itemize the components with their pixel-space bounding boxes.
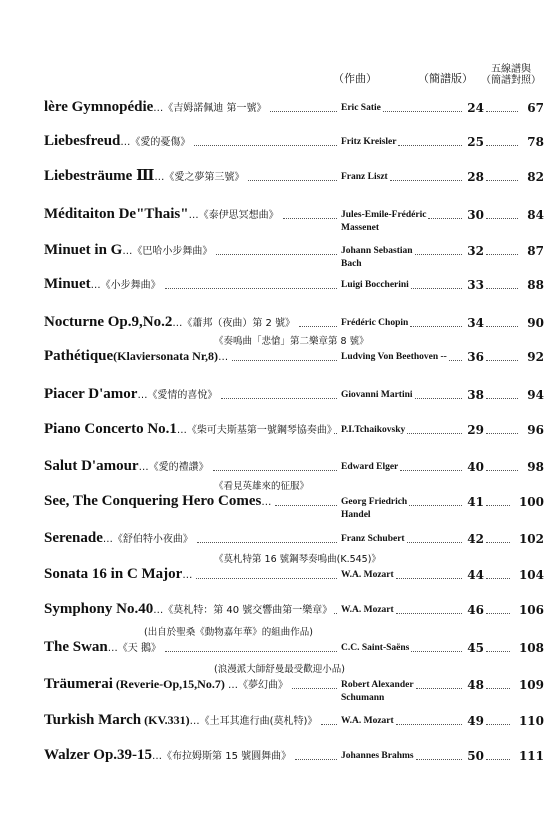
toc-row[interactable] <box>44 383 544 403</box>
toc-title-main: Liebesträume Ⅲ <box>44 168 155 184</box>
toc-row[interactable] <box>44 96 544 116</box>
page-number-simple: 38 <box>467 388 484 402</box>
toc-composer-line2: Schumann <box>341 693 385 703</box>
toc-title-chinese: …《夢幻曲》 <box>224 680 289 691</box>
toc-composer: Jules-Emile-Frédéric <box>341 210 427 220</box>
leader-dots <box>321 724 337 725</box>
toc-title-main: Piano Concerto No.1 <box>44 421 177 437</box>
page-number-staff: 67 <box>527 101 544 115</box>
page-number-staff: 88 <box>527 278 544 292</box>
header-simple: （簡譜版） <box>418 72 473 85</box>
toc-title <box>44 99 266 116</box>
leader-dots <box>299 326 337 327</box>
page-number-staff: 94 <box>527 388 544 402</box>
toc-composer: W.A. Mozart <box>341 716 394 726</box>
toc-title <box>44 747 291 764</box>
leader-dots <box>270 111 337 112</box>
toc-title-chinese: …《巴哈小步舞曲》 <box>122 246 213 257</box>
leader-dots <box>165 288 337 289</box>
toc-title <box>44 166 244 185</box>
toc-composer-line2: Massenet <box>341 223 379 233</box>
toc-title-main: lère Gymnopédie <box>44 99 154 115</box>
toc-row[interactable] <box>44 627 544 656</box>
toc-composer: P.I.Tchaikovsky <box>341 425 406 435</box>
leader-dots <box>165 651 337 652</box>
toc-title <box>44 458 209 475</box>
leader-dots <box>283 218 337 219</box>
page-number-simple: 33 <box>467 278 484 292</box>
toc-title-main: Méditaiton De"Thais" <box>44 206 189 222</box>
toc-title-chinese: …《莫札特：第 40 號交響曲第一樂章》 <box>153 605 333 616</box>
page-number-staff: 100 <box>518 495 544 509</box>
toc-composer: Georg Friedrich <box>341 497 408 507</box>
toc-title-chinese: … <box>218 352 229 363</box>
header-staff-line1: 五線譜與 <box>491 64 531 75</box>
leader-dots <box>400 470 462 471</box>
toc-composer: Johann Sebastian <box>341 246 413 256</box>
toc-row[interactable] <box>44 311 544 331</box>
leader-dots <box>396 613 462 614</box>
toc-title-main: Liebesfreud <box>44 133 121 149</box>
toc-subtitle: 《奏鳴曲「悲愴」第二樂章第 8 號》 <box>214 336 369 347</box>
toc-composer: Franz Liszt <box>341 172 388 182</box>
page-number-simple: 34 <box>467 316 484 330</box>
toc-title <box>44 133 190 150</box>
leader-dots <box>216 254 337 255</box>
toc-title-main: Sonata 16 in C Major <box>44 566 183 582</box>
page-number-staff: 87 <box>527 244 544 258</box>
header-staff-line2: （簡譜對照） <box>481 75 541 86</box>
toc-composer: Robert Alexander <box>341 680 414 690</box>
toc-composer: Ludving Von Beethoven -- <box>341 352 447 362</box>
page-number-staff: 98 <box>527 460 544 474</box>
leader-dots <box>334 433 337 434</box>
toc-title-main: Symphony No.40 <box>44 601 154 617</box>
page-number-simple: 49 <box>467 714 484 728</box>
leader-dots <box>334 613 337 614</box>
toc-composer-line2: Bach <box>341 259 362 269</box>
leader-dots <box>196 578 337 579</box>
toc-title-chinese: …《柴可夫斯基第一號鋼琴協奏曲》 <box>176 425 337 436</box>
toc-title-chinese: … <box>182 570 193 581</box>
toc-title-chinese: …《愛之夢第三號》 <box>154 172 245 183</box>
toc-composer: Fritz Kreisler <box>341 137 397 147</box>
leader-dots <box>232 360 337 361</box>
page-number-simple: 32 <box>467 244 484 258</box>
page-number-simple: 30 <box>467 208 484 222</box>
toc-row[interactable] <box>44 165 544 185</box>
leader-dots <box>221 398 337 399</box>
toc-row[interactable] <box>44 273 544 293</box>
toc-title <box>44 639 161 656</box>
toc-composer: C.C. Saint-Saëns <box>341 643 410 653</box>
toc-composer: Eric Satie <box>341 103 381 113</box>
toc-title-chinese: …《蕭邦（夜曲）第 2 號》 <box>172 318 296 329</box>
toc-row[interactable] <box>44 130 544 150</box>
toc-title-chinese: …《小步舞曲》 <box>90 280 161 291</box>
page-number-simple: 40 <box>467 460 484 474</box>
toc-composer: W.A. Mozart <box>341 605 394 615</box>
leader-dots <box>213 470 337 471</box>
toc-composer: Frédéric Chopin <box>341 318 409 328</box>
toc-title-chinese: … <box>261 497 272 508</box>
leader-dots <box>248 180 337 181</box>
toc-title-chinese: …《愛情的喜悅》 <box>137 390 218 401</box>
page-number-simple: 50 <box>467 749 484 763</box>
toc-title <box>44 601 332 618</box>
toc-row[interactable] <box>44 527 544 547</box>
page-number-staff: 90 <box>527 316 544 330</box>
page-number-staff: 82 <box>527 170 544 184</box>
toc-title-sub: (Klaviersonata Nr,8) <box>113 349 219 363</box>
leader-dots <box>383 111 462 112</box>
toc-title-main: Minuet in G <box>44 242 123 258</box>
toc-title-chinese: …《愛的憂傷》 <box>120 137 191 148</box>
toc-row[interactable] <box>44 239 544 269</box>
leader-dots <box>390 180 462 181</box>
leader-dots <box>396 724 462 725</box>
page-number-simple: 41 <box>467 495 484 509</box>
page-number-simple: 48 <box>467 678 484 692</box>
toc-title <box>44 348 228 365</box>
toc-composer-line2: Handel <box>341 510 371 520</box>
toc-row[interactable] <box>44 744 544 764</box>
toc-title-main: Serenade <box>44 530 103 546</box>
toc-title <box>44 386 217 403</box>
toc-composer: Johannes Brahms <box>341 751 414 761</box>
toc-title-main: Piacer D'amor <box>44 386 138 402</box>
toc-composer: Edward Elger <box>341 462 399 472</box>
toc-title <box>44 206 279 223</box>
toc-row[interactable] <box>44 554 544 583</box>
toc-title-chinese: …《天 鵝》 <box>107 643 161 654</box>
toc-row[interactable] <box>44 481 544 520</box>
page-number-staff: 96 <box>527 423 544 437</box>
leader-dots <box>194 145 337 146</box>
page-number-staff: 108 <box>518 641 544 655</box>
toc-composer: W.A. Mozart <box>341 570 394 580</box>
leader-dots <box>398 145 462 146</box>
leader-dots <box>295 759 337 760</box>
page-number-staff: 104 <box>518 568 544 582</box>
toc-row[interactable] <box>44 598 544 618</box>
toc-title-chinese: …《泰伊思冥想曲》 <box>188 210 279 221</box>
toc-subtitle: 《看見英雄來的征服》 <box>214 481 310 492</box>
toc-title-sub: (Reverie-Op,15,No.7) <box>112 677 225 691</box>
toc-subtitle: 《莫札特第 16 號鋼琴奏鳴曲(K.545)》 <box>214 554 381 565</box>
header-composer: （作曲） <box>333 72 377 85</box>
toc-subtitle: (出自於聖桑《動物嘉年華》的組曲作品) <box>144 627 313 638</box>
toc-title <box>44 493 271 510</box>
toc-row[interactable] <box>44 709 544 729</box>
toc-composer: Franz Schubert <box>341 534 405 544</box>
toc-title-main: Träumerai <box>44 676 113 692</box>
toc-title-main: Walzer Op.39-15 <box>44 747 153 763</box>
toc-row[interactable] <box>44 455 544 475</box>
toc-title-chinese: …《土耳其進行曲(莫札特)》 <box>189 716 318 727</box>
toc-title <box>44 676 288 693</box>
toc-title <box>44 314 295 331</box>
toc-title <box>44 712 317 729</box>
header-staff <box>478 64 544 86</box>
toc-title <box>44 566 192 583</box>
leader-dots <box>292 688 337 689</box>
page-number-staff: 102 <box>518 532 544 546</box>
toc-row[interactable] <box>44 664 544 703</box>
toc-title <box>44 421 337 438</box>
page-number-staff: 78 <box>527 135 544 149</box>
page-number-simple: 25 <box>467 135 484 149</box>
toc-title-chinese: …《布拉姆斯第 15 號圓舞曲》 <box>152 751 292 762</box>
toc-row[interactable] <box>44 203 544 233</box>
page-number-staff: 110 <box>518 714 544 728</box>
page-number-simple: 28 <box>467 170 484 184</box>
toc-title-main: Turkish March <box>44 712 142 728</box>
toc-title-chinese: …《愛的禮讚》 <box>138 462 209 473</box>
page-number-simple: 45 <box>467 641 484 655</box>
toc-title-main: The Swan <box>44 639 108 655</box>
toc-title-main: Pathétique <box>44 348 114 364</box>
toc-title-main: Nocturne Op.9,No.2 <box>44 314 173 330</box>
toc-composer: Luigi Boccherini <box>341 280 409 290</box>
leader-dots <box>396 578 462 579</box>
toc-row[interactable] <box>44 336 544 365</box>
toc-title-main: See, The Conquering Hero Comes <box>44 493 262 509</box>
page-number-simple: 44 <box>467 568 484 582</box>
page-number-staff: 106 <box>518 603 544 617</box>
toc-title <box>44 276 161 293</box>
toc-composer: Giovanni Martini <box>341 390 413 400</box>
page-number-simple: 29 <box>467 423 484 437</box>
toc-title <box>44 530 193 547</box>
toc-title-sub: (KV.331) <box>141 713 190 727</box>
leader-dots <box>197 542 337 543</box>
toc-title-chinese: …《吉姆諾佩迪 第一號》 <box>153 103 267 114</box>
toc-title-chinese: …《舒伯特小夜曲》 <box>102 534 193 545</box>
leader-dots <box>275 505 337 506</box>
toc-title <box>44 242 212 259</box>
page-number-staff: 84 <box>527 208 544 222</box>
page-number-staff: 111 <box>518 749 544 763</box>
toc-title-main: Salut D'amour <box>44 458 139 474</box>
page-number-staff: 92 <box>527 350 544 364</box>
page-number-simple: 42 <box>467 532 484 546</box>
page-number-staff: 109 <box>518 678 544 692</box>
page-number-simple: 24 <box>467 101 484 115</box>
toc-subtitle: (浪漫派大師舒曼最受歡迎小品) <box>214 664 345 675</box>
page-number-simple: 46 <box>467 603 484 617</box>
toc-title-main: Minuet <box>44 276 91 292</box>
toc-row[interactable] <box>44 418 544 438</box>
page-number-simple: 36 <box>467 350 484 364</box>
